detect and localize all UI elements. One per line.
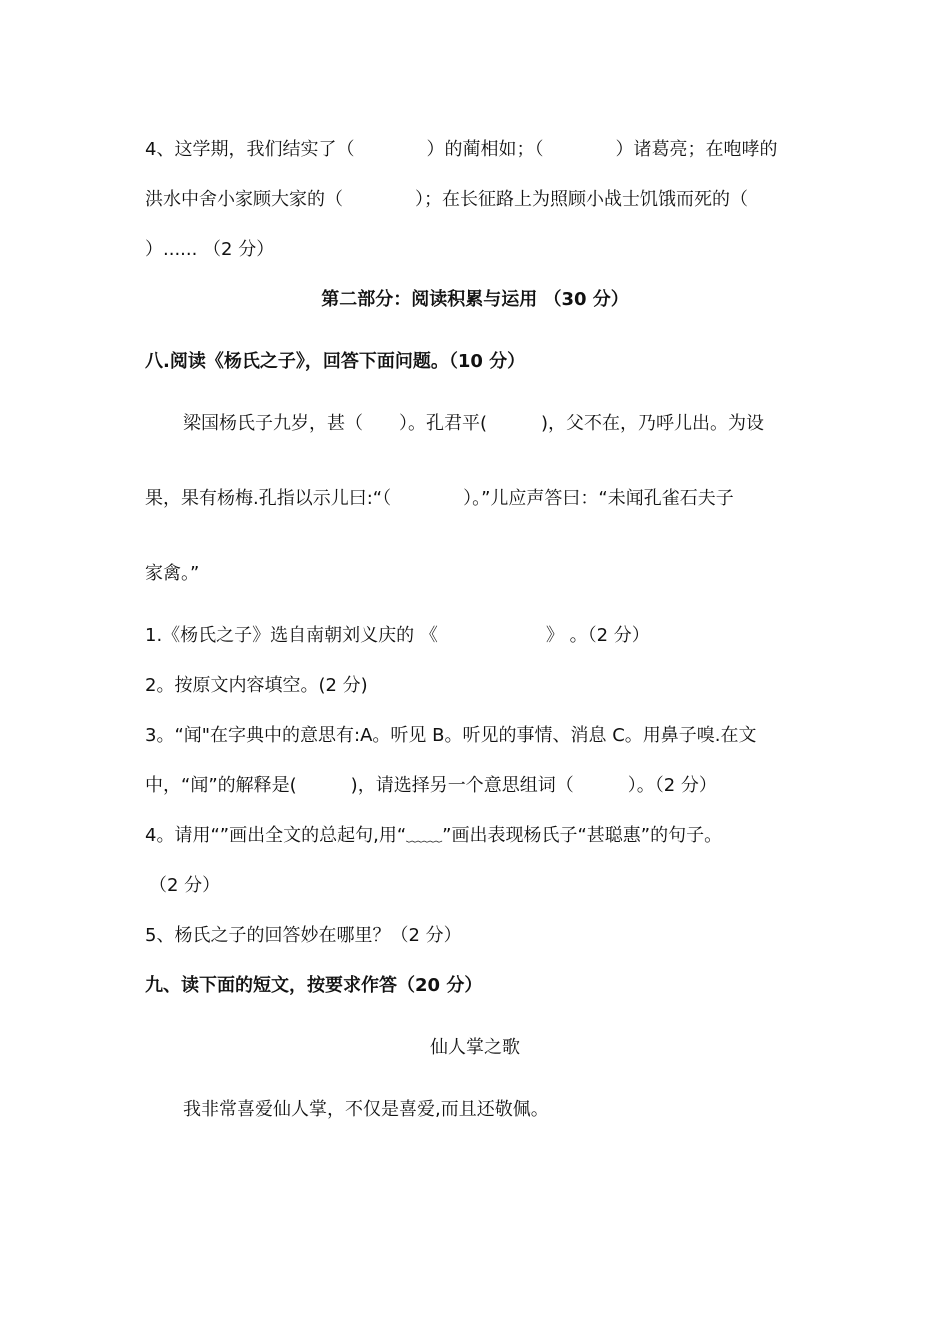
sub-question-4-line-1: 4。请用“”画出全文的总起句,用“﹏﹏”画出表现杨氏子“甚聪惠”的句子。 <box>145 825 723 846</box>
sub-question-1: 1.《杨氏之子》选自南朝刘义庆的 《 》 。（2 分） <box>145 625 650 646</box>
question-9-heading: 九、读下面的短文，按要求作答（20 分） <box>145 975 483 996</box>
passage-line-2: 果，果有杨梅.孔指以示儿曰:“（ ）。”儿应声答曰：“未闻孔雀石夫子 <box>145 488 734 509</box>
section-heading: 第二部分：阅读积累与运用 （30 分） <box>321 289 629 310</box>
sub-question-3-line-2: 中，“闻”的解释是( )，请选择另一个意思组词（ ）。（2 分） <box>145 775 717 796</box>
sub-question-3-line-1: 3。“闻"在字典中的意思有:A。听见 B。听见的事情、消息 C。用鼻子嗅.在文 <box>145 725 757 746</box>
passage-line-3: 家禽。” <box>145 563 200 584</box>
question-4-line-1: 4、这学期，我们结实了（ ）的蔺相如；（ ）诸葛亮；在咆哮的 <box>145 139 778 160</box>
question-8-heading: 八.阅读《杨氏之子》，回答下面问题。（10 分） <box>145 351 526 372</box>
question-4-line-2: 洪水中舍小家顾大家的（ ）；在长征路上为照顾小战士饥饿而死的（ <box>145 189 748 210</box>
article-title: 仙人掌之歌 <box>430 1037 520 1058</box>
question-4-line-3: ）...... （2 分） <box>145 239 275 260</box>
sub-question-4-line-2: （2 分） <box>149 875 221 896</box>
article-paragraph-1: 我非常喜爱仙人掌，不仅是喜爱,而且还敬佩。 <box>183 1099 549 1120</box>
passage-line-1: 梁国杨氏子九岁，甚（ ）。孔君平( )，父不在，乃呼儿出。为设 <box>183 413 765 434</box>
sub-question-2: 2。按原文内容填空。(2 分) <box>145 675 368 696</box>
sub-question-5: 5、杨氏之子的回答妙在哪里？（2 分） <box>145 925 462 946</box>
